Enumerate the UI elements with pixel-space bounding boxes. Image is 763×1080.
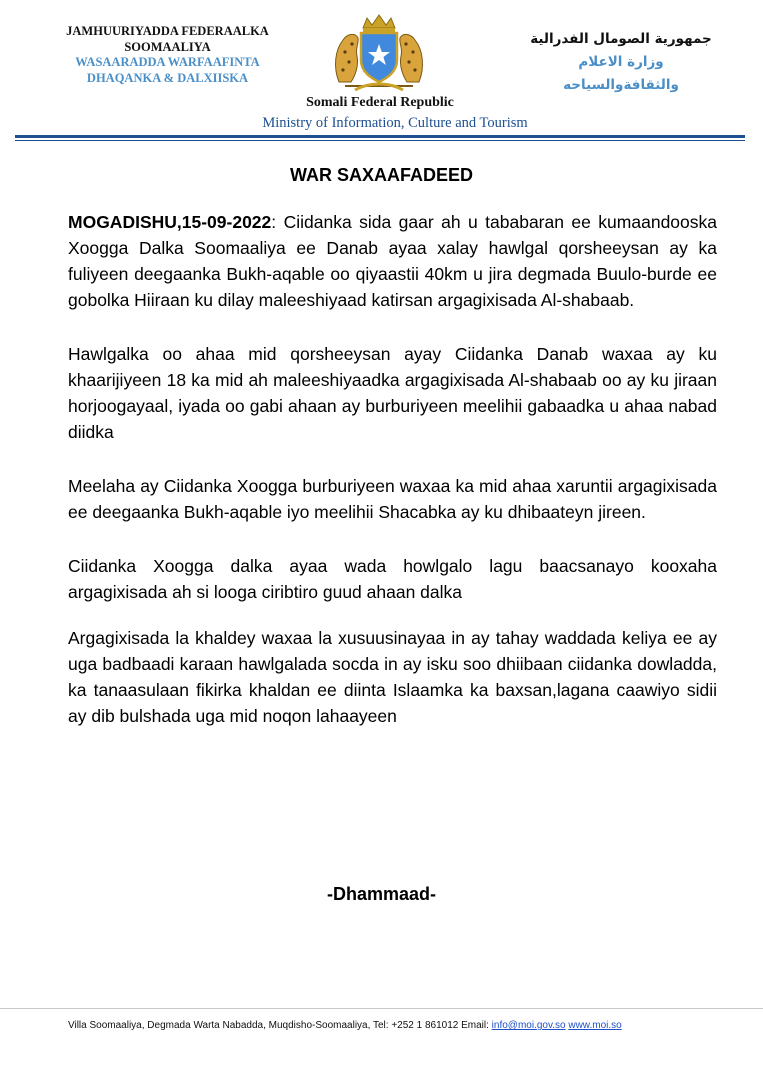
paragraph-1-text: : Ciidanka sida gaar ah u tababaran ee kumaandooska Xoogga Dalka Soomaaliya ee Danab ayaa xalay hawlgal qorsheeysan ay ka fuliyeen deegaanka Bukh-aqable oo qiyaastii 40km u jira degmada Buulo-burde ee gobolka Hiiraan ku dilay maleeshiyaad katirsan argagixisada Al-shabaab. [68,212,717,310]
paragraph-5: Argagixisada la khaldey waxaa la xusuusinayaa in ay tahay waddada keliya ee ay uga badbaadi karaan hawlgalada socda in ay isku soo dhiibaan ciidanka dowladda, ka tanaasulaan fikirka khaldan ee diinta Islaamka ka baxsan,lagana caawiyo sidii ay dib bulshada uga mid noqon lahaayeen [68,628,717,726]
ministry-name-arabic-2: والثقافةوالسياحه [563,77,679,93]
republic-name-english: Somali Federal Republic [306,95,454,110]
header-divider-thick [15,135,745,138]
footer-website-link[interactable]: www.moi.so [568,1020,622,1031]
footer [68,1020,758,1031]
header-divider-thin [15,140,745,141]
paragraph-3: Meelaha ay Ciidanka Xoogga burburiyeen waxaa ka mid ahaa xaruntii argagixisada ee deegaanka Bukh-aqable iyo meelihii Shacabka ay ku dhibaateyn jireen. [68,476,717,522]
paragraph-4: Ciidanka Xoogga dalka ayaa wada howlgalo lagu baacsanayo kooxaha argagixisada ah si looga ciribtiro guud ahaan dalka [68,556,717,602]
ministry-name-arabic-1: وزارة الاعلام [578,54,664,70]
header-left-block [40,24,295,86]
paragraph-1 [68,209,717,313]
header-right-block [501,28,741,97]
somalia-coat-of-arms-icon [325,12,433,94]
republic-name-arabic: جمهورية الصومال الفدرالية [530,31,712,47]
ministry-name-somali-2: DHAQANKA & DALXIISKA [86,70,249,85]
paragraph-2: Hawlgalka oo ahaa mid qorsheeysan ayay Ciidanka Danab waxaa ay ku khaarijiyeen 18 ka mid ah maleeshiyaadka argagixisada Al-shabaab oo ay ku jiraan horjoogayaal, iyada oo gabi ahaan ay burburiyeen meelihii gabaadka u ahaa nabad diidka [68,344,717,442]
footer-divider [0,1008,763,1009]
footer-address: Villa Soomaaliya, Degmada Warta Nabadda, Muqdisho-Soomaaliya, Tel: +252 1 861012 Email: [68,1020,492,1031]
document-body [68,209,717,757]
closing-mark: -Dhammaad- [326,884,437,904]
republic-name-somali-1: JAMHUURIYADDA FEDERAALKA [66,24,269,38]
footer-email-link[interactable]: info@moi.gov.so [491,1020,566,1031]
ministry-name-somali-1: WASAARADDA WARFAAFINTA [75,55,260,69]
document-title: WAR SAXAAFADEED [289,165,473,185]
republic-name-somali-2: SOOMAALIYA [124,39,211,54]
dateline: MOGADISHU,15-09-2022 [68,212,272,232]
ministry-name-english: Ministry of Information, Culture and Tourism [262,115,528,131]
